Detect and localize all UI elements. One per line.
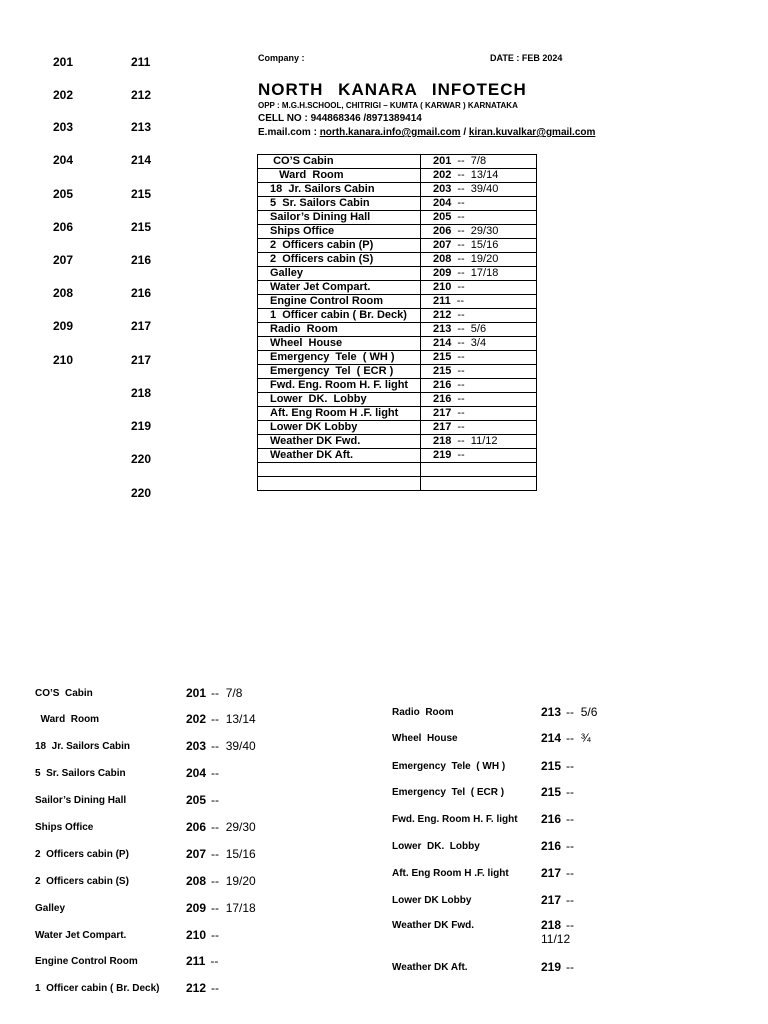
bottom-room-name: Emergency Tele ( WH ): [392, 761, 506, 772]
left-number-b: 219: [131, 419, 152, 433]
bottom-room-ext: [186, 820, 256, 834]
room-extension: [421, 253, 537, 267]
room-ext-value: -- 13/14: [457, 169, 499, 181]
room-ext-value: --: [457, 407, 465, 419]
left-number-b: 218: [131, 386, 152, 400]
bottom-room-ext-value: -- 19/20: [211, 874, 256, 888]
email-link-1[interactable]: north.kanara.info@gmail.com: [319, 127, 461, 138]
room-name: Engine Control Room: [258, 295, 421, 309]
left-number-a: 205: [53, 187, 74, 201]
bottom-room-ext: [541, 812, 574, 826]
room-extension: [421, 463, 537, 477]
bottom-room-ext: [186, 739, 256, 753]
bottom-room-ext-value: --: [566, 759, 575, 773]
bottom-room-code: 217: [541, 866, 562, 880]
room-name: 1 Officer cabin ( Br. Deck): [258, 309, 421, 323]
bottom-room-ext-value: -- ¾: [566, 731, 591, 745]
room-extension: [421, 239, 537, 253]
bottom-room-ext-value: --: [566, 893, 575, 907]
bottom-room-name: Water Jet Compart.: [35, 930, 127, 941]
bottom-room-name: 2 Officers cabin (P): [35, 849, 129, 860]
bottom-room-code: 216: [541, 812, 562, 826]
room-extension: [421, 351, 537, 365]
bottom-room-ext-value: --: [211, 793, 220, 807]
bottom-room-name: Emergency Tel ( ECR ): [392, 787, 505, 798]
room-ext-value: --: [457, 449, 465, 461]
room-extension: [421, 477, 537, 491]
bottom-room-ext: [541, 785, 574, 799]
room-ext-value: -- 7/8: [457, 155, 487, 167]
room-code: 216: [433, 379, 452, 391]
table-row: [258, 169, 537, 183]
bottom-room-ext: [186, 847, 256, 861]
room-name: 2 Officers cabin (P): [258, 239, 421, 253]
left-number-b: 212: [131, 88, 152, 102]
bottom-room-name: Wheel House: [392, 733, 458, 744]
bottom-room-ext: [186, 874, 256, 888]
bottom-room-ext-value: --: [211, 766, 220, 780]
room-code: 211: [433, 295, 451, 307]
bottom-room-name: 2 Officers cabin (S): [35, 876, 129, 887]
left-number-b: 217: [131, 319, 152, 333]
room-extension: [421, 169, 537, 183]
room-ext-value: --: [457, 421, 465, 433]
bottom-room-name: Galley: [35, 903, 66, 914]
room-name: 5 Sr. Sailors Cabin: [258, 197, 421, 211]
room-ext-value: --: [457, 379, 465, 391]
bottom-room-ext: [541, 731, 591, 745]
bottom-room-ext: [541, 866, 574, 880]
bottom-room-ext-value: --: [566, 839, 575, 853]
table-row: [258, 365, 537, 379]
bottom-room-ext: [186, 793, 219, 807]
room-extension: [421, 407, 537, 421]
bottom-room-ext: [541, 893, 574, 907]
bottom-room-name: Sailor’s Dining Hall: [35, 795, 127, 806]
bottom-room-ext-value: -- 29/30: [211, 820, 256, 834]
table-row: [258, 449, 537, 463]
room-code: 210: [433, 281, 452, 293]
left-number-b: 220: [131, 486, 152, 500]
bottom-room-name: 1 Officer cabin ( Br. Deck): [35, 983, 160, 994]
room-ext-value: --: [457, 309, 465, 321]
bottom-room-ext: [186, 981, 219, 995]
room-name: [258, 477, 421, 491]
bottom-room-ext-value: --: [211, 981, 220, 995]
bottom-room-ext-value: --: [211, 928, 220, 942]
room-code: 203: [433, 183, 452, 195]
room-ext-value: --: [457, 351, 465, 363]
rooms-table: [257, 154, 537, 491]
left-number-b: 217: [131, 353, 152, 367]
room-name: Wheel House: [258, 337, 421, 351]
room-code: 217: [433, 421, 452, 433]
room-name: CO’S Cabin: [258, 155, 421, 169]
bottom-room-name: 5 Sr. Sailors Cabin: [35, 768, 126, 779]
email-link-2[interactable]: kiran.kuvalkar@gmail.com: [468, 127, 596, 138]
table-row: [258, 197, 537, 211]
table-row: [258, 421, 537, 435]
bottom-room-ext-value: --: [566, 866, 575, 880]
table-row: [258, 463, 537, 477]
bottom-room-name: Weather DK Fwd.: [392, 920, 475, 931]
room-extension: [421, 225, 537, 239]
bottom-room-ext-value: -- 13/14: [211, 712, 256, 726]
room-code: 206: [433, 225, 452, 237]
bottom-room-ext: [541, 918, 574, 932]
bottom-room-code: 207: [186, 847, 207, 861]
room-code: 215: [433, 365, 452, 377]
company-label: Company :: [258, 53, 305, 63]
bottom-room-name: Ward Room: [35, 714, 100, 725]
room-ext-value: -- 17/18: [457, 267, 499, 279]
date-label: DATE : FEB 2024: [490, 53, 563, 63]
bottom-room-name: 18 Jr. Sailors Cabin: [35, 741, 131, 752]
bottom-room-code: 213: [541, 705, 562, 719]
left-number-a: 206: [53, 220, 74, 234]
bottom-room-name: Fwd. Eng. Room H. F. light: [392, 814, 518, 825]
room-ext-value: --: [457, 197, 465, 209]
room-extension: [421, 365, 537, 379]
table-row: [258, 183, 537, 197]
table-row: [258, 407, 537, 421]
room-name: Weather DK Fwd.: [258, 435, 421, 449]
room-name: Emergency Tel ( ECR ): [258, 365, 421, 379]
room-ext-value: -- 11/12: [457, 435, 498, 447]
bottom-room-ext: [186, 928, 219, 942]
room-extension: [421, 393, 537, 407]
room-name: [258, 463, 421, 477]
room-ext-value: --: [457, 365, 465, 377]
bottom-room-code: 212: [186, 981, 207, 995]
cell-numbers: CELL NO : 944868346 /8971389414: [258, 113, 422, 124]
company-address: OPP : M.G.H.SCHOOL, CHITRIGI – KUMTA ( KARWAR ) KARNATAKA: [258, 101, 518, 110]
email-separator: /: [463, 127, 467, 138]
bottom-room-ext-value: --: [210, 954, 219, 968]
bottom-room-ext-value: -- 17/18: [211, 901, 256, 915]
bottom-room-ext-value: --: [566, 812, 575, 826]
bottom-room-code: 203: [186, 739, 207, 753]
left-number-a: 201: [53, 55, 74, 69]
table-row: [258, 435, 537, 449]
bottom-room-code: 202: [186, 712, 207, 726]
bottom-room-code: 216: [541, 839, 562, 853]
room-name: Galley: [258, 267, 421, 281]
room-code: 207: [433, 239, 452, 251]
room-ext-value: -- 29/30: [457, 225, 499, 237]
bottom-room-code: 208: [186, 874, 207, 888]
room-code: 213: [433, 323, 452, 335]
bottom-room-ext: [186, 712, 256, 726]
room-name: Weather DK Aft.: [258, 449, 421, 463]
bottom-room-ext: [541, 759, 574, 773]
bottom-room-ext-value: -- 39/40: [211, 739, 256, 753]
table-row: [258, 225, 537, 239]
room-name: Emergency Tele ( WH ): [258, 351, 421, 365]
room-name: Aft. Eng Room H .F. light: [258, 407, 421, 421]
room-extension: [421, 379, 537, 393]
room-ext-value: -- 3/4: [457, 337, 487, 349]
bottom-room-name: Weather DK Aft.: [392, 962, 468, 973]
room-name: Water Jet Compart.: [258, 281, 421, 295]
table-row: [258, 281, 537, 295]
bottom-room-code: 217: [541, 893, 562, 907]
bottom-room-code: 210: [186, 928, 207, 942]
room-name: Lower DK Lobby: [258, 421, 421, 435]
left-number-b: 213: [131, 120, 152, 134]
room-ext-value: --: [456, 295, 465, 307]
bottom-room-ext: [541, 839, 574, 853]
bottom-room-ext: [186, 766, 219, 780]
bottom-room-ext: [186, 954, 218, 968]
room-code: 215: [433, 351, 452, 363]
room-code: 214: [433, 337, 452, 349]
room-name: Ships Office: [258, 225, 421, 239]
bottom-room-code: 214: [541, 731, 562, 745]
room-name: Lower DK. Lobby: [258, 393, 421, 407]
bottom-room-ext-wrap: 11/12: [541, 932, 571, 946]
email-line: [258, 127, 595, 138]
room-ext-value: -- 19/20: [457, 253, 499, 265]
room-extension: [421, 309, 537, 323]
room-name: Sailor’s Dining Hall: [258, 211, 421, 225]
room-code: 201: [433, 155, 452, 167]
bottom-room-ext-value: --: [566, 918, 575, 932]
room-name: Ward Room: [258, 169, 421, 183]
table-row: [258, 477, 537, 491]
table-row: [258, 211, 537, 225]
table-row: [258, 309, 537, 323]
bottom-room-name: Ships Office: [35, 822, 94, 833]
left-number-b: 220: [131, 452, 152, 466]
table-row: [258, 337, 537, 351]
left-number-b: 211: [131, 55, 151, 69]
email-label: E.mail.com :: [258, 127, 317, 138]
left-number-b: 214: [131, 153, 152, 167]
bottom-room-code: 206: [186, 820, 207, 834]
room-extension: [421, 281, 537, 295]
company-title: NORTH KANARA INFOTECH: [258, 80, 527, 99]
left-number-b: 216: [131, 286, 152, 300]
room-extension: [421, 323, 537, 337]
table-row: [258, 351, 537, 365]
left-number-a: 202: [53, 88, 74, 102]
table-row: [258, 253, 537, 267]
bottom-room-name: Engine Control Room: [35, 956, 138, 967]
room-name: 18 Jr. Sailors Cabin: [258, 183, 421, 197]
bottom-room-code: 219: [541, 960, 562, 974]
table-row: [258, 239, 537, 253]
room-ext-value: -- 5/6: [457, 323, 487, 335]
room-code: 209: [433, 267, 452, 279]
room-extension: [421, 267, 537, 281]
room-extension: [421, 155, 537, 169]
bottom-room-name: Radio Room: [392, 707, 454, 718]
bottom-room-name: Aft. Eng Room H .F. light: [392, 868, 509, 879]
left-number-b: 215: [131, 220, 152, 234]
bottom-room-code: 201: [186, 686, 207, 700]
left-number-a: 207: [53, 253, 74, 267]
bottom-room-name: Lower DK. Lobby: [392, 841, 480, 852]
table-row: [258, 267, 537, 281]
room-name: 2 Officers cabin (S): [258, 253, 421, 267]
room-extension: [421, 197, 537, 211]
room-ext-value: --: [457, 281, 465, 293]
room-code: 205: [433, 211, 452, 223]
table-row: [258, 323, 537, 337]
room-extension: [421, 421, 537, 435]
bottom-room-code: 215: [541, 759, 562, 773]
bottom-room-ext-value: --: [566, 785, 575, 799]
room-extension: [421, 211, 537, 225]
room-code: 216: [433, 393, 452, 405]
bottom-room-ext: [186, 686, 242, 700]
bottom-room-code: 209: [186, 901, 207, 915]
room-extension: [421, 449, 537, 463]
room-code: 212: [433, 309, 452, 321]
room-extension: [421, 337, 537, 351]
left-number-a: 203: [53, 120, 74, 134]
bottom-room-ext: [541, 705, 597, 719]
left-number-a: 210: [53, 353, 74, 367]
left-number-b: 216: [131, 253, 152, 267]
bottom-room-ext-value: -- 15/16: [211, 847, 256, 861]
room-ext-value: -- 39/40: [457, 183, 499, 195]
table-row: [258, 379, 537, 393]
room-extension: [421, 183, 537, 197]
table-row: [258, 295, 537, 309]
room-ext-value: --: [457, 393, 465, 405]
bottom-room-ext: [186, 901, 256, 915]
room-code: 208: [433, 253, 452, 265]
bottom-room-name: Lower DK Lobby: [392, 895, 472, 906]
bottom-room-code: 204: [186, 766, 207, 780]
room-code: 219: [433, 449, 452, 461]
room-code: 202: [433, 169, 452, 181]
left-number-a: 209: [53, 319, 74, 333]
room-code: 218: [433, 435, 452, 447]
left-number-a: 204: [53, 153, 74, 167]
bottom-room-ext-value: -- 7/8: [211, 686, 243, 700]
room-name: Radio Room: [258, 323, 421, 337]
table-row: [258, 155, 537, 169]
bottom-room-name: CO’S Cabin: [35, 688, 93, 699]
left-number-a: 208: [53, 286, 74, 300]
room-extension: [421, 295, 537, 309]
room-ext-value: -- 15/16: [457, 239, 499, 251]
room-code: 217: [433, 407, 452, 419]
bottom-room-ext-value: --: [566, 960, 575, 974]
bottom-room-code: 215: [541, 785, 562, 799]
bottom-room-code: 218: [541, 918, 562, 932]
table-row: [258, 393, 537, 407]
left-number-b: 215: [131, 187, 152, 201]
bottom-room-ext-value: -- 5/6: [566, 705, 598, 719]
room-extension: [421, 435, 537, 449]
bottom-room-code: 205: [186, 793, 207, 807]
room-ext-value: --: [457, 211, 465, 223]
bottom-room-code: 211: [186, 954, 206, 968]
room-name: Fwd. Eng. Room H. F. light: [258, 379, 421, 393]
room-code: 204: [433, 197, 452, 209]
bottom-room-ext: [541, 960, 574, 974]
